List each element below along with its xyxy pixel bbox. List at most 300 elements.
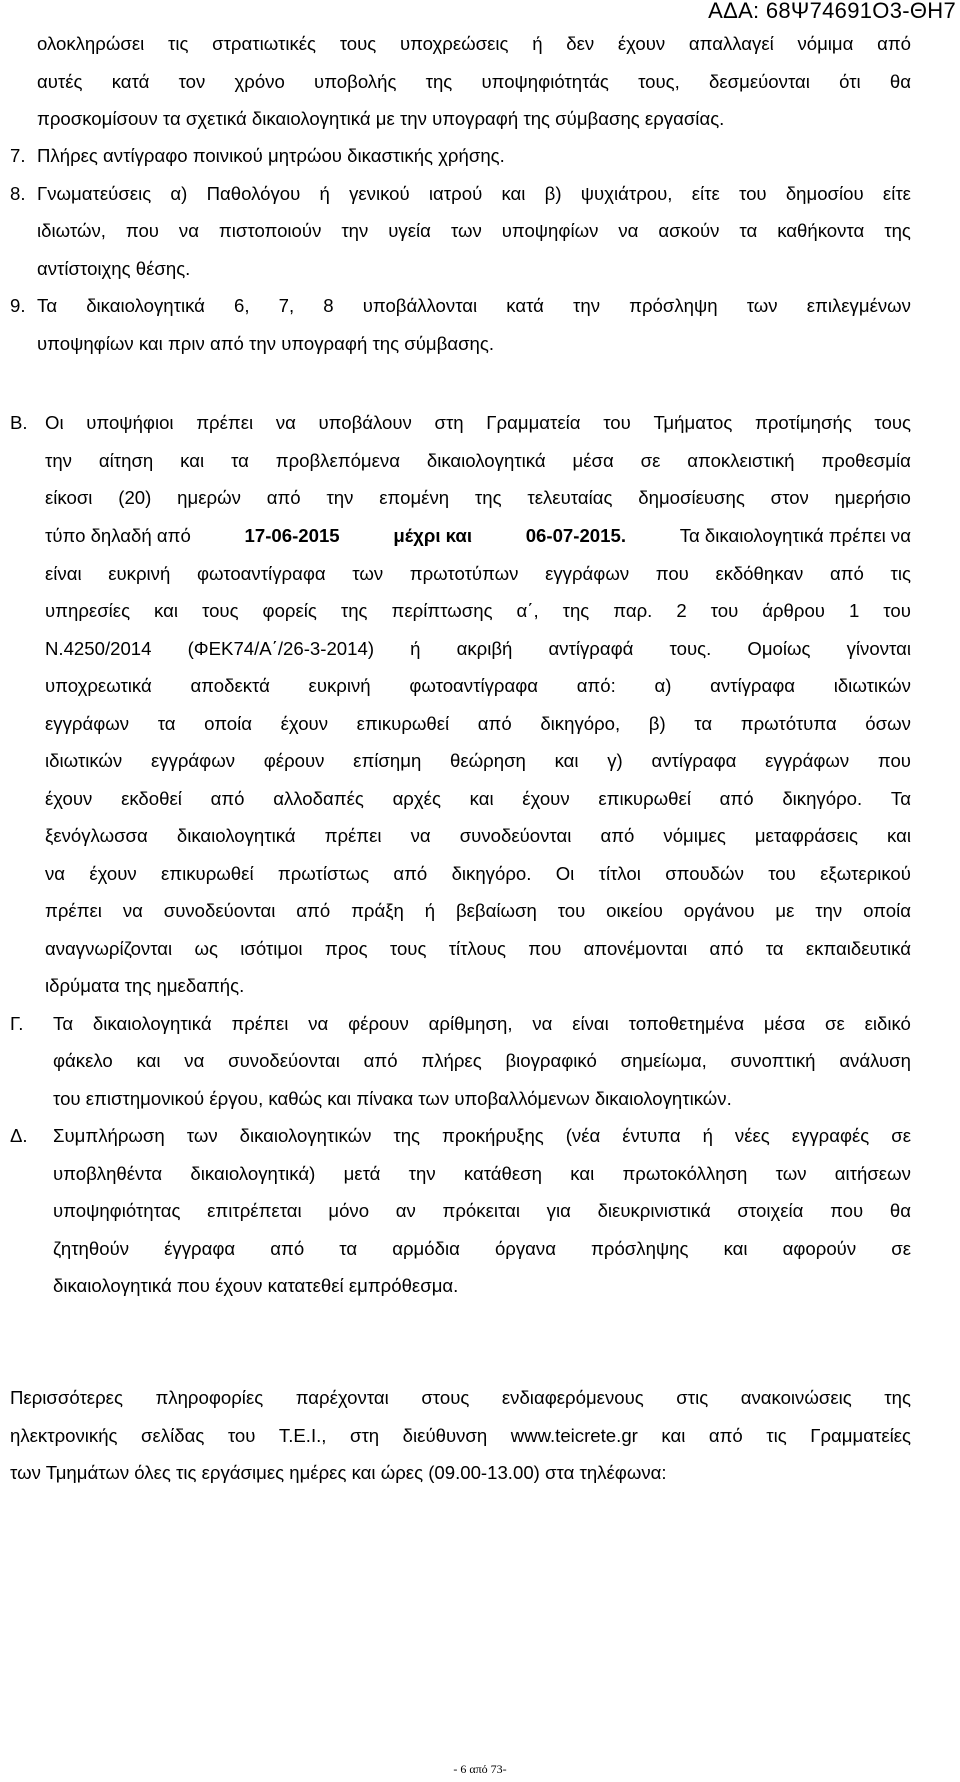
section-b-line-4-pre: τύπο δηλαδή από	[45, 525, 191, 546]
word: σε	[824, 1013, 845, 1034]
word: να	[308, 1013, 329, 1034]
word: εγγράφων	[545, 563, 630, 584]
section-b-line-15	[45, 938, 911, 960]
section-d-line-3	[53, 1200, 911, 1222]
item-7-number: 7.	[10, 145, 26, 166]
word: υγεία	[388, 220, 431, 241]
word: Περισσότερες	[10, 1387, 123, 1408]
section-d-label: Δ.	[10, 1125, 28, 1146]
info-line-1	[10, 1387, 911, 1409]
word: ιδιωτικών	[45, 750, 123, 771]
word: ευκρινή	[108, 563, 171, 584]
section-b-line-7	[45, 638, 911, 660]
word: του	[227, 1425, 256, 1446]
word: φέρουν	[263, 750, 325, 771]
word: ασκούν	[658, 220, 720, 241]
word: που	[830, 1200, 864, 1221]
word: β)	[544, 183, 562, 204]
word: τις	[766, 1425, 787, 1446]
word: επιλεγμένων	[806, 295, 911, 316]
word: συνοδεύονται	[163, 900, 276, 921]
section-b-line-6	[45, 600, 911, 622]
word: του	[557, 900, 586, 921]
word: είναι	[572, 1013, 609, 1034]
word: από	[719, 788, 754, 809]
word: συνοδεύονται	[459, 825, 572, 846]
word: από	[829, 563, 864, 584]
word: άρθρου	[762, 600, 825, 621]
word: από	[393, 863, 428, 884]
word: τα	[339, 1238, 358, 1259]
word: και	[723, 1238, 748, 1259]
word: στη	[349, 1425, 380, 1446]
word: αρίθμηση,	[428, 1013, 513, 1034]
word: πράξη	[351, 900, 404, 921]
word: τα	[231, 450, 249, 471]
word: εγγράφων	[765, 750, 850, 771]
word: μέσα	[763, 1013, 806, 1034]
word: και	[154, 600, 178, 621]
word: έντυπα	[622, 1125, 681, 1146]
word: υποβάλλονται	[362, 295, 478, 316]
word: από	[477, 713, 512, 734]
word: αναγνωρίζονται	[45, 938, 173, 959]
word: υποψηφιότητας	[53, 1200, 181, 1221]
word: θα	[889, 1200, 911, 1221]
word: εγγράφων	[150, 750, 236, 771]
word: πρέπει	[231, 1013, 289, 1034]
word: θα	[889, 71, 911, 92]
word: ημερήσιο	[834, 487, 911, 508]
page-number: - 6 από 73-	[453, 1762, 507, 1776]
word: ενδιαφερόμενους	[501, 1387, 644, 1408]
word: του	[883, 600, 911, 621]
word: Γνωματεύσεις	[37, 183, 152, 204]
word: με	[775, 900, 795, 921]
word: παρέχονται	[295, 1387, 389, 1408]
word: του	[603, 412, 631, 433]
word: Ομοίως	[747, 638, 811, 659]
word: έχουν	[45, 788, 93, 809]
word: πρέπει	[324, 825, 382, 846]
word: της	[393, 1125, 421, 1146]
word: Γραμματείες	[810, 1425, 911, 1446]
word: πρωτότυπα	[740, 713, 837, 734]
word: τελευταίας	[527, 487, 613, 508]
word: ιδιωτών,	[37, 220, 106, 241]
word: έχουν	[89, 863, 137, 884]
word: πλήρες	[421, 1050, 482, 1071]
word: υποψήφιοι	[86, 412, 174, 433]
word: αποδεκτά	[190, 675, 270, 696]
word: των	[352, 563, 384, 584]
section-d-line-2	[53, 1163, 911, 1185]
word: προκήρυξης	[441, 1125, 544, 1146]
word: και	[570, 1163, 595, 1184]
item-9-line-2: υποψηφίων και πριν από την υπογραφή της σύμβασης.	[37, 333, 495, 354]
word: ολοκληρώσει	[37, 33, 145, 54]
word: γενικού	[349, 183, 410, 204]
word: την	[45, 450, 72, 471]
word: πρωτοκόλληση	[622, 1163, 748, 1184]
word: 1	[848, 600, 860, 621]
word: εγγράφων	[45, 713, 130, 734]
word: αν	[395, 1200, 416, 1221]
word: την	[815, 900, 843, 921]
word: που	[877, 750, 911, 771]
until-word: μέχρι και	[393, 525, 473, 546]
word: έχουν	[522, 788, 570, 809]
word: και	[661, 1425, 686, 1446]
word: νόμιμες	[663, 825, 726, 846]
word: δικαιολογητικά	[92, 1013, 212, 1034]
word: επίσημη	[353, 750, 422, 771]
word: της	[340, 600, 368, 621]
section-b-line-13	[45, 863, 911, 885]
word: σε	[891, 1238, 911, 1259]
word: τα	[765, 938, 784, 959]
word: τίτλοι	[598, 863, 641, 884]
word: από	[296, 900, 331, 921]
word: από	[210, 788, 245, 809]
word: ηλεκτρονικής	[10, 1425, 118, 1446]
word: (20)	[118, 487, 152, 508]
word: του	[738, 183, 767, 204]
intro-line-3: προσκομίσουν τα σχετικά δικαιολογητικά με την υπογραφή της σύμβασης εργασίας.	[37, 108, 725, 129]
word: Ν.4250/2014	[45, 638, 152, 659]
word: και	[554, 750, 579, 771]
word: ζητηθούν	[53, 1238, 130, 1259]
word: υποβληθέντα	[53, 1163, 163, 1184]
word: του	[710, 600, 739, 621]
word: (νέα	[565, 1125, 601, 1146]
section-c-label: Γ.	[10, 1013, 24, 1034]
word: οποία	[204, 713, 253, 734]
word: περίπτωσης	[391, 600, 493, 621]
word: στη	[434, 412, 464, 433]
word: αιτήσεων	[834, 1163, 911, 1184]
word: δικαιολογητικών	[239, 1125, 372, 1146]
item-9-number: 9.	[10, 295, 26, 316]
word: την	[573, 295, 601, 316]
word: από	[363, 1050, 398, 1071]
word: στοιχεία	[737, 1200, 804, 1221]
word: από	[270, 1238, 305, 1259]
word: ανάλυση	[839, 1050, 911, 1071]
word: από	[708, 1425, 743, 1446]
word: είναι	[45, 563, 82, 584]
word: και	[501, 183, 526, 204]
word: εκδόθηκαν	[715, 563, 804, 584]
word: υποβάλουν	[318, 412, 412, 433]
section-b-line-11	[45, 788, 911, 810]
word: αρμόδια	[392, 1238, 460, 1259]
info-line-2	[10, 1425, 911, 1447]
section-b-line-16: ιδρύματα της ημεδαπής.	[45, 975, 245, 996]
word: δεν	[566, 33, 595, 54]
date-to: 06-07-2015.	[525, 525, 626, 546]
word: από	[877, 33, 911, 54]
section-b-line-2	[45, 450, 911, 472]
word: τους,	[638, 71, 680, 92]
intro-line-1	[37, 33, 911, 55]
word: α)	[170, 183, 188, 204]
word: τα	[157, 713, 176, 734]
word: του	[768, 863, 796, 884]
word: πρέπει	[196, 412, 254, 433]
word: προτίμησής	[754, 412, 852, 433]
word: επομένη	[379, 487, 450, 508]
section-b-line-9	[45, 713, 911, 735]
word: υποψηφίων	[501, 220, 599, 241]
word: μέσα	[572, 450, 614, 471]
word: αρχές	[392, 788, 441, 809]
word: δικαιολογητικά	[86, 295, 205, 316]
word: κατάθεση	[463, 1163, 543, 1184]
word: οποία	[863, 900, 911, 921]
word: Τ.Ε.Ι.,	[278, 1425, 327, 1446]
word: Γραμματεία	[486, 412, 581, 433]
word: φορείς	[262, 600, 317, 621]
date-from: 17-06-2015	[244, 525, 340, 546]
word: φέρουν	[348, 1013, 409, 1034]
word: υποχρεωτικά	[45, 675, 152, 696]
word: Συμπλήρωση	[53, 1125, 165, 1146]
word: αντίγραφά	[548, 638, 634, 659]
word: της	[884, 220, 911, 241]
word: (ΦΕΚ74/Α΄/26-3-2014)	[187, 638, 375, 659]
word: ότι	[839, 71, 861, 92]
word: να	[275, 412, 296, 433]
word: από	[266, 487, 301, 508]
word: ημερών	[177, 487, 241, 508]
word: ψυχιάτρου,	[580, 183, 673, 204]
section-c-line-2	[53, 1050, 911, 1072]
section-d-line-1	[53, 1125, 911, 1147]
word: δημοσίου	[785, 183, 864, 204]
word: αυτές	[37, 71, 83, 92]
word: σελίδας	[141, 1425, 205, 1446]
word: νέες	[734, 1125, 770, 1146]
word: που	[125, 220, 159, 241]
word: επικυρωθεί	[356, 713, 450, 734]
section-b-label: Β.	[10, 412, 28, 433]
word: διευκρινιστικά	[597, 1200, 711, 1221]
word: ή	[702, 1125, 713, 1146]
word: από	[600, 825, 635, 846]
word: φωτοαντίγραφα	[409, 675, 539, 696]
word: σε	[891, 1125, 911, 1146]
word: δικηγόρο,	[540, 713, 621, 734]
word: δικαιολογητικά	[426, 450, 546, 471]
word: νόμιμα	[797, 33, 854, 54]
word: αφορούν	[782, 1238, 857, 1259]
word: ειδικό	[864, 1013, 911, 1034]
word: Οι	[555, 863, 575, 884]
info-line-3: των Τμημάτων όλες τις εργάσιμες ημέρες και ώρες (09.00-13.00) στα τηλέφωνα:	[10, 1462, 667, 1483]
word: εξωτερικού	[820, 863, 911, 884]
word: είκοσι	[45, 487, 93, 508]
word: οργάνου	[683, 900, 755, 921]
word: της	[884, 1387, 911, 1408]
word: την	[326, 487, 354, 508]
word: κατά	[111, 71, 150, 92]
word: πληροφορίες	[155, 1387, 264, 1408]
word: προβλεπόμενα	[275, 450, 400, 471]
word: τους	[339, 33, 377, 54]
word: μεταφράσεις	[754, 825, 858, 846]
word: Οι	[45, 412, 64, 433]
word: των	[450, 220, 482, 241]
word: πρόκειται	[442, 1200, 520, 1221]
word: ευκρινή	[308, 675, 371, 696]
section-b-line-14	[45, 900, 911, 922]
word: έχουν	[280, 713, 328, 734]
word: να	[618, 220, 639, 241]
word: Τα	[37, 295, 58, 316]
word: και	[136, 1050, 161, 1071]
word: καθήκοντα	[777, 220, 865, 241]
item-7-text: Πλήρες αντίγραφο ποινικού μητρώου δικαστικής χρήσης.	[37, 145, 505, 166]
word: από:	[576, 675, 616, 696]
word: εκπαιδευτικά	[805, 938, 911, 959]
word: κατά	[506, 295, 544, 316]
item-8-line-3: αντίστοιχης θέσης.	[37, 258, 191, 279]
word: δικαιολογητικά	[176, 825, 296, 846]
word: πρόσληψης	[591, 1238, 689, 1259]
word: τα	[739, 220, 758, 241]
word: σπουδών	[665, 863, 744, 884]
word: τα	[694, 713, 713, 734]
word: να	[178, 220, 199, 241]
word: www.teicrete.gr	[510, 1425, 638, 1446]
word: φάκελο	[53, 1050, 113, 1071]
word: ή	[319, 183, 330, 204]
document-code: ΑΔΑ: 68Ψ74691Ο3-ΘΗ7	[708, 0, 956, 23]
word: στρατιωτικές	[212, 33, 316, 54]
word: των	[186, 1125, 218, 1146]
word: την	[408, 1163, 436, 1184]
word: Παθολόγου	[206, 183, 301, 204]
word: της	[425, 71, 453, 92]
section-b-line-4-post: Τα δικαιολογητικά πρέπει να	[679, 525, 911, 546]
word: υποβολής	[314, 71, 397, 92]
word: πρέπει	[45, 900, 102, 921]
word: όσων	[865, 713, 911, 734]
section-d-line-5: δικαιολογητικά που έχουν κατατεθεί εμπρόθεσμα.	[53, 1275, 459, 1296]
word: ισότιμοι	[240, 938, 303, 959]
word: απονέμονται	[583, 938, 688, 959]
word: έγγραφα	[164, 1238, 236, 1259]
item-8-number: 8.	[10, 183, 26, 204]
word: τους	[389, 938, 427, 959]
section-b-line-4	[45, 525, 911, 547]
word: τις	[890, 563, 911, 584]
section-b-line-3	[45, 487, 911, 509]
word: ως	[194, 938, 218, 959]
word: υπηρεσίες	[45, 600, 131, 621]
word: να	[532, 1013, 553, 1034]
item-8-line-2	[37, 220, 911, 242]
word: 6,	[234, 295, 250, 316]
word: εγγραφές	[791, 1125, 870, 1146]
word: α΄,	[516, 600, 539, 621]
word: αλλοδαπές	[273, 788, 364, 809]
intro-line-2	[37, 71, 911, 93]
word: και	[180, 450, 205, 471]
word: τίτλους	[448, 938, 507, 959]
word: χρόνο	[234, 71, 285, 92]
word: ή	[424, 900, 436, 921]
word: να	[184, 1050, 205, 1071]
word: στον	[770, 487, 809, 508]
word: έχουν	[617, 33, 666, 54]
word: ακριβή	[456, 638, 513, 659]
item-8-line-1	[37, 183, 911, 205]
word: τους	[201, 600, 239, 621]
word: εκδοθεί	[121, 788, 182, 809]
word: αποκλειστική	[687, 450, 795, 471]
word: την	[341, 220, 369, 241]
word: τους.	[669, 638, 712, 659]
word: θεώρηση	[450, 750, 526, 771]
word: ιδιωτικών	[833, 675, 911, 696]
word: τον	[178, 71, 206, 92]
word: γίνονται	[846, 638, 911, 659]
word: να	[122, 900, 143, 921]
word: οικείου	[606, 900, 663, 921]
section-b-line-1	[45, 412, 911, 434]
word: δικηγόρο.	[451, 863, 532, 884]
word: επικυρωθεί	[161, 863, 254, 884]
word: Τμήματος	[653, 412, 733, 433]
section-d-line-4	[53, 1238, 911, 1260]
word: στις	[676, 1387, 709, 1408]
word: ανακοινώσεις	[740, 1387, 852, 1408]
word: σε	[640, 450, 661, 471]
section-c-line-1	[53, 1013, 911, 1035]
word: τους	[874, 412, 911, 433]
word: δεσμεύονται	[709, 71, 810, 92]
word: α)	[654, 675, 672, 696]
item-9-line-1	[37, 295, 911, 317]
word: βεβαίωση	[455, 900, 537, 921]
word: όργανα	[494, 1238, 556, 1259]
word: από	[709, 938, 744, 959]
word: τοποθετημένα	[628, 1013, 745, 1034]
word: αντίγραφα	[710, 675, 796, 696]
word: ξενόγλωσσα	[45, 825, 148, 846]
word: αντίγραφα	[651, 750, 737, 771]
word: πρωτοτύπων	[409, 563, 519, 584]
word: της	[474, 487, 502, 508]
word: συνοπτική	[730, 1050, 816, 1071]
word: επιτρέπεται	[207, 1200, 302, 1221]
section-c-line-3: του επιστημονικού έργου, καθώς και πίνακα των υποβαλλόμενων δικαιολογητικών.	[53, 1088, 732, 1109]
word: μετά	[343, 1163, 381, 1184]
word: να	[410, 825, 431, 846]
word: στους	[421, 1387, 470, 1408]
word: είτε	[691, 183, 720, 204]
word: επικυρωθεί	[598, 788, 691, 809]
word: υποχρεώσεις	[399, 33, 509, 54]
word: 7,	[278, 295, 295, 316]
word: Τα	[890, 788, 911, 809]
word: γ)	[607, 750, 623, 771]
word: των	[775, 1163, 807, 1184]
word: υποψηφιότητάς	[481, 71, 609, 92]
word: και	[887, 825, 911, 846]
